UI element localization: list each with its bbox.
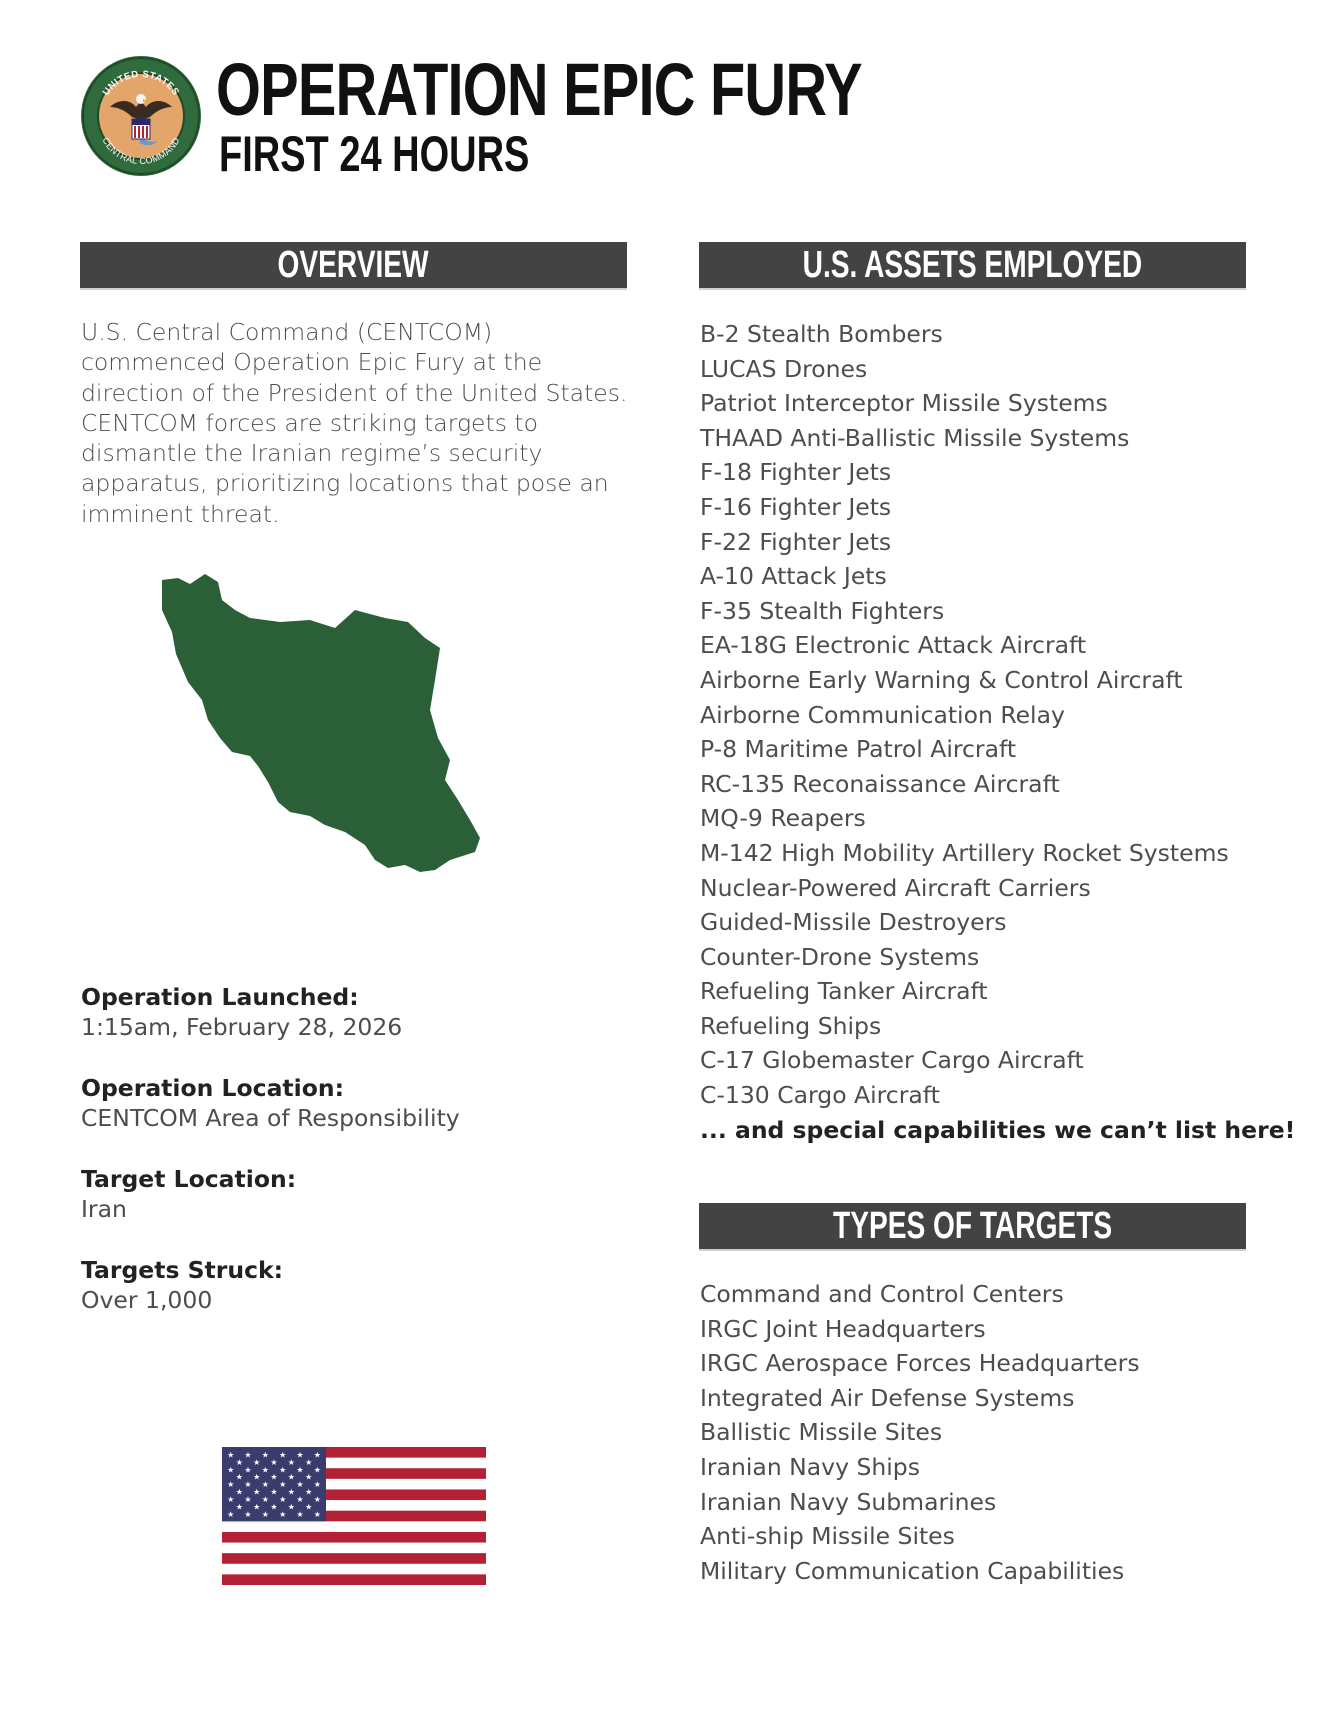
targets-list — [700, 1277, 1140, 1588]
svg-text:★: ★ — [261, 1509, 269, 1519]
list-item: Refueling Ships — [700, 1011, 882, 1040]
targets-heading: TYPES OF TARGETS — [832, 1205, 1113, 1247]
list-item: Iranian Navy Ships — [700, 1452, 920, 1481]
svg-text:★: ★ — [261, 1480, 269, 1490]
list-item: EA-18G Electronic Attack Aircraft — [700, 631, 1087, 660]
list-item: Command and Control Centers — [700, 1280, 1064, 1308]
svg-text:★: ★ — [313, 1450, 321, 1460]
svg-text:★: ★ — [305, 1457, 313, 1467]
svg-text:★: ★ — [279, 1509, 287, 1519]
svg-text:★: ★ — [287, 1502, 295, 1512]
page-title: OPERATION EPIC FURY — [216, 48, 862, 131]
list-item: M-142 High Mobility Artillery Rocket Systems — [700, 838, 1229, 867]
list-item: P-8 Maritime Patrol Aircraft — [700, 735, 1017, 764]
assets-heading-bar — [699, 242, 1246, 290]
list-item: Ballistic Missile Sites — [700, 1418, 943, 1447]
svg-text:★: ★ — [279, 1450, 287, 1460]
svg-text:★: ★ — [287, 1487, 295, 1497]
us-flag-image — [222, 1447, 486, 1585]
iran-map-shape — [150, 570, 530, 910]
svg-text:★: ★ — [227, 1495, 235, 1505]
seal-top-text: UNITED STATES — [100, 68, 182, 98]
svg-text:★: ★ — [313, 1509, 321, 1519]
fact-value: Over 1,000 — [81, 1286, 213, 1314]
list-item: Nuclear-Powered Aircraft Carriers — [700, 873, 1091, 902]
list-item: Iranian Navy Submarines — [700, 1487, 997, 1516]
list-item: Military Communication Capabilities — [700, 1556, 1125, 1585]
svg-text:★: ★ — [244, 1480, 252, 1490]
list-item: Airborne Communication Relay — [700, 700, 1065, 729]
list-item: THAAD Anti-Ballistic Missile Systems — [700, 423, 1130, 452]
svg-text:★: ★ — [244, 1509, 252, 1519]
assets-heading: U.S. ASSETS EMPLOYED — [802, 244, 1143, 286]
list-item: F-22 Fighter Jets — [700, 527, 892, 556]
svg-text:★: ★ — [270, 1487, 278, 1497]
svg-text:★: ★ — [270, 1457, 278, 1467]
fact-value: 1:15am, February 28, 2026 — [81, 1013, 403, 1041]
svg-text:★: ★ — [270, 1472, 278, 1482]
svg-text:★: ★ — [296, 1480, 304, 1490]
list-item: Airborne Early Warning & Control Aircraft — [700, 665, 1183, 694]
fact-target-location — [81, 1164, 296, 1224]
list-item: IRGC Joint Headquarters — [700, 1314, 986, 1343]
list-item: F-18 Fighter Jets — [700, 458, 892, 487]
list-item: RC-135 Reconaissance Aircraft — [700, 769, 1060, 798]
list-item: F-16 Fighter Jets — [700, 492, 892, 521]
svg-text:★: ★ — [287, 1472, 295, 1482]
svg-text:★: ★ — [244, 1450, 252, 1460]
svg-text:★: ★ — [253, 1457, 261, 1467]
fact-label: Operation Location: — [81, 1074, 344, 1102]
svg-text:★: ★ — [296, 1509, 304, 1519]
fact-operation-location — [81, 1073, 460, 1133]
svg-text:★: ★ — [313, 1465, 321, 1475]
svg-text:★: ★ — [253, 1487, 261, 1497]
list-item: Integrated Air Defense Systems — [700, 1383, 1075, 1412]
svg-text:★: ★ — [270, 1502, 278, 1512]
svg-text:★: ★ — [235, 1472, 243, 1482]
overview-paragraph: U.S. Central Command (CENTCOM) commenced Operation Epic Fury at the direction of the President of the United States. CENTCOM forces are striking targets to dismantle the Iranian regime’s security apparatus, prioritizing locations that pose an imminent threat. — [81, 318, 628, 528]
svg-text:★: ★ — [227, 1509, 235, 1519]
svg-text:★: ★ — [235, 1457, 243, 1467]
svg-text:★: ★ — [296, 1495, 304, 1505]
svg-text:★: ★ — [313, 1495, 321, 1505]
fact-label: Target Location: — [81, 1165, 297, 1193]
list-item: Guided-Missile Destroyers — [700, 908, 1007, 937]
svg-text:★: ★ — [227, 1465, 235, 1475]
svg-text:★: ★ — [287, 1457, 295, 1467]
overview-heading-bar — [80, 242, 627, 290]
svg-text:★: ★ — [261, 1450, 269, 1460]
assets-note: ... and special capabilities we can’t list here! — [700, 1116, 1296, 1144]
page-subtitle: FIRST 24 HOURS — [219, 126, 530, 182]
list-item: Patriot Interceptor Missile Systems — [700, 389, 1108, 418]
svg-text:★: ★ — [279, 1465, 287, 1475]
targets-heading-bar — [699, 1203, 1246, 1251]
svg-text:★: ★ — [253, 1502, 261, 1512]
svg-text:★: ★ — [313, 1480, 321, 1490]
svg-text:★: ★ — [227, 1480, 235, 1490]
fact-value: CENTCOM Area of Responsibility — [81, 1104, 460, 1132]
svg-text:★: ★ — [305, 1487, 313, 1497]
svg-text:★: ★ — [227, 1450, 235, 1460]
fact-value: Iran — [81, 1195, 127, 1223]
list-item: F-35 Stealth Fighters — [700, 596, 945, 625]
svg-text:★: ★ — [305, 1472, 313, 1482]
svg-text:★: ★ — [305, 1502, 313, 1512]
list-item: LUCAS Drones — [700, 354, 868, 383]
list-item: C-17 Globemaster Cargo Aircraft — [700, 1046, 1084, 1075]
seal-bottom-text: CENTRAL COMMAND — [100, 135, 182, 167]
svg-text:★: ★ — [244, 1465, 252, 1475]
fact-label: Targets Struck: — [81, 1256, 284, 1284]
svg-text:★: ★ — [235, 1502, 243, 1512]
list-item: B-2 Stealth Bombers — [700, 320, 943, 348]
svg-text:★: ★ — [261, 1495, 269, 1505]
fact-targets-struck — [81, 1255, 283, 1315]
svg-text:★: ★ — [296, 1465, 304, 1475]
svg-text:★: ★ — [261, 1465, 269, 1475]
overview-heading: OVERVIEW — [277, 244, 430, 286]
svg-text:★: ★ — [279, 1495, 287, 1505]
fact-operation-launched — [81, 982, 402, 1042]
list-item: Anti-ship Missile Sites — [700, 1522, 955, 1551]
list-item: IRGC Aerospace Forces Headquarters — [700, 1349, 1140, 1378]
svg-text:★: ★ — [253, 1472, 261, 1482]
list-item: Counter-Drone Systems — [700, 942, 980, 971]
assets-list — [700, 317, 1229, 1113]
svg-text:★: ★ — [296, 1450, 304, 1460]
list-item: A-10 Attack Jets — [700, 562, 887, 591]
list-item: Refueling Tanker Aircraft — [700, 977, 988, 1006]
svg-text:★: ★ — [244, 1495, 252, 1505]
svg-text:★: ★ — [279, 1480, 287, 1490]
fact-label: Operation Launched: — [81, 983, 359, 1011]
centcom-seal-logo — [80, 55, 202, 177]
list-item: MQ-9 Reapers — [700, 804, 866, 833]
list-item: C-130 Cargo Aircraft — [700, 1081, 940, 1110]
svg-text:★: ★ — [235, 1487, 243, 1497]
